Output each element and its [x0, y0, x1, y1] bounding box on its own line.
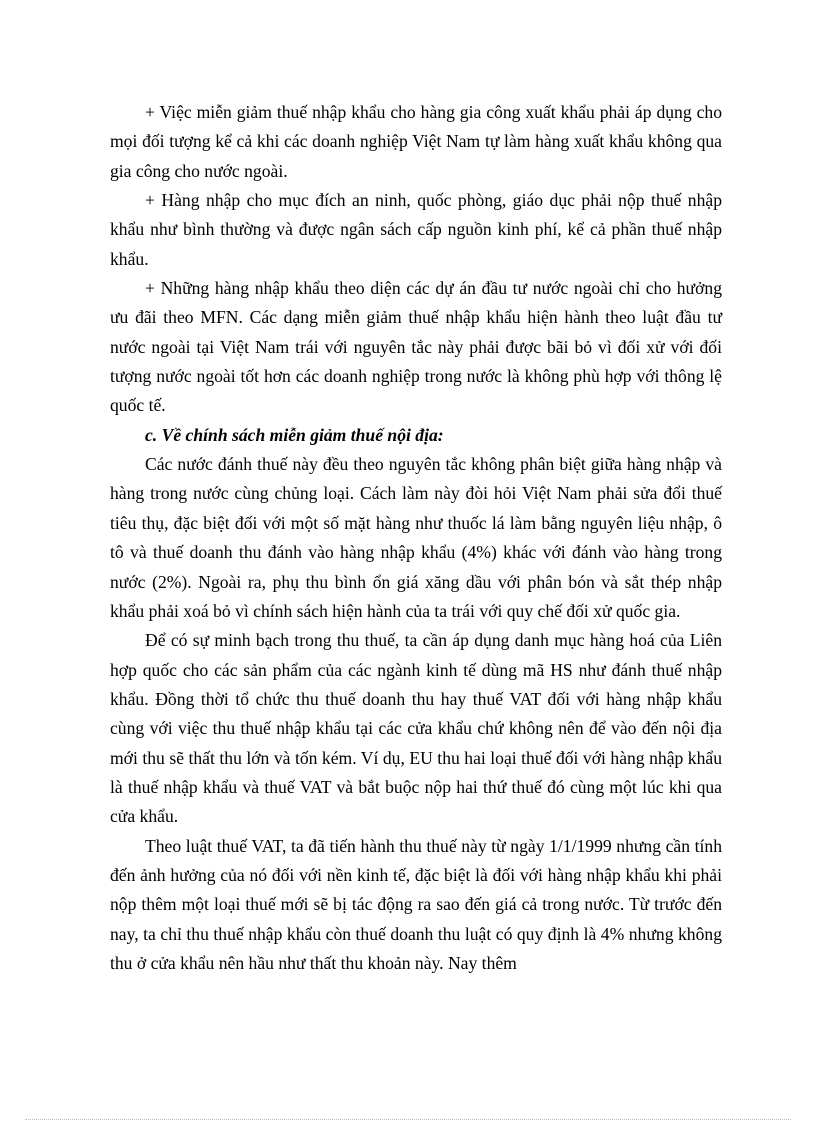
paragraph-non-discrimination-principle: Các nước đánh thuế này đều theo nguyên tắc không phân biệt giữa hàng nhập và hàng trong nước cùng chủng loại. Cách làm này đòi hỏi Việt Nam phải sửa đổi thuế tiêu thụ, đặc biệt đối với một số mặt hàng như thuốc lá làm bằng nguyên liệu nhập, ô tô và thuế doanh thu đánh vào hàng nhập khẩu (4%) khác với đánh vào hàng trong nước (2%). Ngoài ra, phụ thu bình ổn giá xăng dầu với phân bón và sắt thép nhập khẩu phải xoá bỏ vì chính sách hiện hành của ta trái với quy chế đối xử quốc gia. [110, 454, 722, 621]
paragraph-import-tax-exemption-processing: + Việc miễn giảm thuế nhập khẩu cho hàng gia công xuất khẩu phải áp dụng cho mọi đối tượng kể cả khi các doanh nghiệp Việt Nam tự làm hàng xuất khẩu không qua gia công cho nước ngoài. [110, 102, 722, 181]
page-bottom-divider [25, 1119, 791, 1120]
paragraph-security-defense-education-imports: + Hàng nhập cho mục đích an ninh, quốc phòng, giáo dục phải nộp thuế nhập khẩu như bình thường và được ngân sách cấp nguồn kinh phí, kể cả phần thuế nhập khẩu. [110, 190, 722, 269]
section-heading-domestic-tax: c. Về chính sách miễn giảm thuế nội địa: [145, 424, 444, 445]
document-body [110, 98, 722, 978]
paragraph-vat-law: Theo luật thuế VAT, ta đã tiến hành thu thuế này từ ngày 1/1/1999 nhưng cần tính đến ảnh hưởng của nó đối với nền kinh tế, đặc biệt là đối với hàng nhập khẩu khi phải nộp thêm một loại thuế mới sẽ bị tác động ra sao đến giá cả trong nước. Từ trước đến nay, ta chỉ thu thuế nhập khẩu còn thuế doanh thu luật có quy định là 4% nhưng không thu ở cửa khẩu nên hầu như thất thu khoản này. Nay thêm [110, 835, 722, 973]
paragraph-foreign-investment-mfn: + Những hàng nhập khẩu theo diện các dự án đầu tư nước ngoài chỉ cho hưởng ưu đãi theo MFN. Các dạng miễn giảm thuế nhập khẩu hiện hành theo luật đầu tư nước ngoài tại Việt Nam trái với nguyên tắc này phải được bãi bỏ vì đối xử với đối tượng nước ngoài tốt hơn các doanh nghiệp trong nước là không phù hợp với thông lệ quốc tế. [110, 278, 722, 416]
paragraph-tax-transparency-hs-code: Để có sự minh bạch trong thu thuế, ta cần áp dụng danh mục hàng hoá của Liên hợp quốc cho các sản phẩm của các ngành kinh tế dùng mã HS như đánh thuế nhập khẩu. Đồng thời tổ chức thu thuế doanh thu hay thuế VAT đối với hàng nhập khẩu cùng với việc thu thuế nhập khẩu tại các cửa khẩu chứ không nên để vào đến nội địa mới thu sẽ thất thu lớn và tốn kém. Ví dụ, EU thu hai loại thuế đối với hàng nhập khẩu là thuế nhập khẩu và thuế VAT và bắt buộc nộp hai thứ thuế đó cùng một lúc khi qua cửa khẩu. [110, 630, 722, 827]
